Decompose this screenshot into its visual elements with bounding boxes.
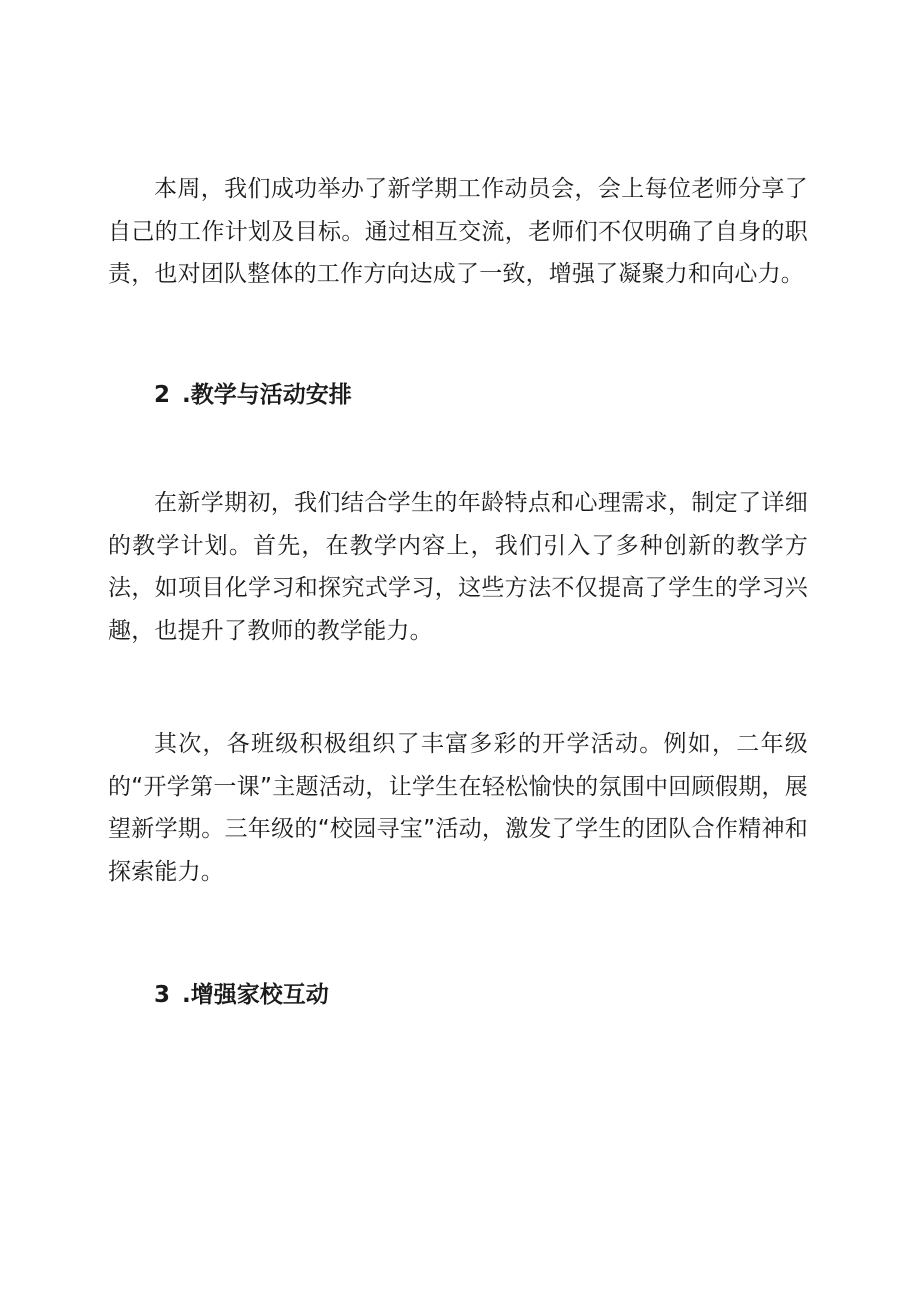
section-heading-home-school (154, 980, 329, 1010)
section-heading-teaching-activities (154, 380, 352, 410)
paragraph-school-activities: 其次，各班级积极组织了丰富多彩的开学活动。例如，二年级的“开学第一课”主题活动，让学生在轻松愉快的氛围中回顾假期，展望新学期。三年级的“校园寻宝”活动，激发了学生的团队合作精神和探索能力。 (108, 731, 808, 885)
section-number: 2 (154, 382, 171, 408)
paragraph-staff-meeting: 本周，我们成功举办了新学期工作动员会，会上每位老师分享了自己的工作计划及目标。通过相互交流，老师们不仅明确了自身的职责，也对团队整体的工作方向达成了一致，增强了凝聚力和向心力。 (108, 176, 808, 287)
section-title: .增强家校互动 (182, 982, 329, 1008)
paragraph-teaching-plan: 在新学期初，我们结合学生的年龄特点和心理需求，制定了详细的教学计划。首先，在教学内容上，我们引入了多种创新的教学方法，如项目化学习和探究式学习，这些方法不仅提高了学生的学习兴趣，也提升了教师的教学能力。 (108, 490, 808, 644)
section-number: 3 (154, 982, 171, 1008)
section-title: .教学与活动安排 (182, 382, 352, 408)
